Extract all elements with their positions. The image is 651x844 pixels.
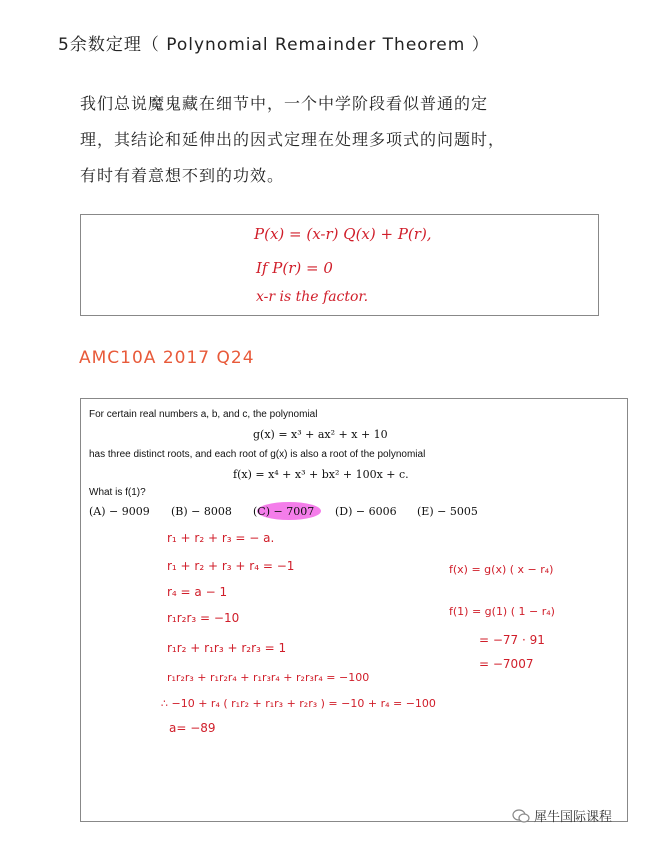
work-right-1: f(x) = g(x) ( x − r₄) bbox=[449, 563, 554, 576]
problem-line-2: has three distinct roots, and each root of g(x) is also a root of the polynomial bbox=[89, 449, 426, 460]
work-left-5: r₁r₂ + r₁r₃ + r₂r₃ = 1 bbox=[167, 641, 287, 655]
section-heading: AMC10A 2017 Q24 bbox=[79, 348, 255, 368]
intro-line-2: 理，其结论和延伸出的因式定理在处理多项式的问题时， bbox=[80, 130, 506, 149]
page-title: 5余数定理（ Polynomial Remainder Theorem ） bbox=[58, 35, 490, 55]
work-right-3: = −77 · 91 bbox=[479, 633, 545, 647]
problem-equation-f: f(x) = x⁴ + x³ + bx² + 100x + c. bbox=[233, 468, 409, 481]
work-right-4: = −7007 bbox=[479, 657, 534, 671]
choice-d: (D) − 6006 bbox=[335, 505, 397, 518]
intro-line-1: 我们总说魔鬼藏在细节中，一个中学阶段看似普通的定 bbox=[80, 94, 489, 113]
watermark bbox=[512, 806, 612, 825]
watermark-text: 犀牛国际课程 bbox=[534, 810, 613, 825]
theorem-line-3: x-r is the factor. bbox=[256, 289, 369, 305]
work-left-4: r₁r₂r₃ = −10 bbox=[167, 611, 240, 625]
problem-line-1: For certain real numbers a, b, and c, the polynomial bbox=[89, 409, 318, 420]
intro-line-3: 有时有着意想不到的功效。 bbox=[80, 166, 285, 185]
theorem-note-box bbox=[80, 214, 599, 316]
work-left-1: r₁ + r₂ + r₃ = − a. bbox=[167, 531, 275, 545]
theorem-line-1: P(x) = (x-r) Q(x) + P(r), bbox=[254, 225, 432, 243]
theorem-line-2: If P(r) = 0 bbox=[256, 259, 333, 277]
wechat-icon bbox=[512, 809, 530, 823]
work-right-2: f(1) = g(1) ( 1 − r₄) bbox=[449, 605, 555, 618]
problem-image bbox=[80, 398, 628, 822]
problem-question: What is f(1)? bbox=[89, 487, 146, 498]
problem-equation-g: g(x) = x³ + ax² + x + 10 bbox=[253, 428, 388, 441]
intro-paragraph bbox=[80, 86, 580, 194]
work-left-6: r₁r₂r₃ + r₁r₂r₄ + r₁r₃r₄ + r₂r₃r₄ = −100 bbox=[167, 671, 370, 684]
work-left-8: a= −89 bbox=[169, 721, 216, 735]
work-left-3: r₄ = a − 1 bbox=[167, 585, 228, 599]
choice-b: (B) − 8008 bbox=[171, 505, 232, 518]
choice-c: (C) − 7007 bbox=[253, 505, 315, 518]
choice-e: (E) − 5005 bbox=[417, 505, 478, 518]
work-left-7: ∴ −10 + r₄ ( r₁r₂ + r₁r₃ + r₂r₃ ) = −10 + r₄ = −100 bbox=[161, 697, 436, 710]
work-left-2: r₁ + r₂ + r₃ + r₄ = −1 bbox=[167, 559, 295, 573]
choice-a: (A) − 9009 bbox=[89, 505, 150, 518]
